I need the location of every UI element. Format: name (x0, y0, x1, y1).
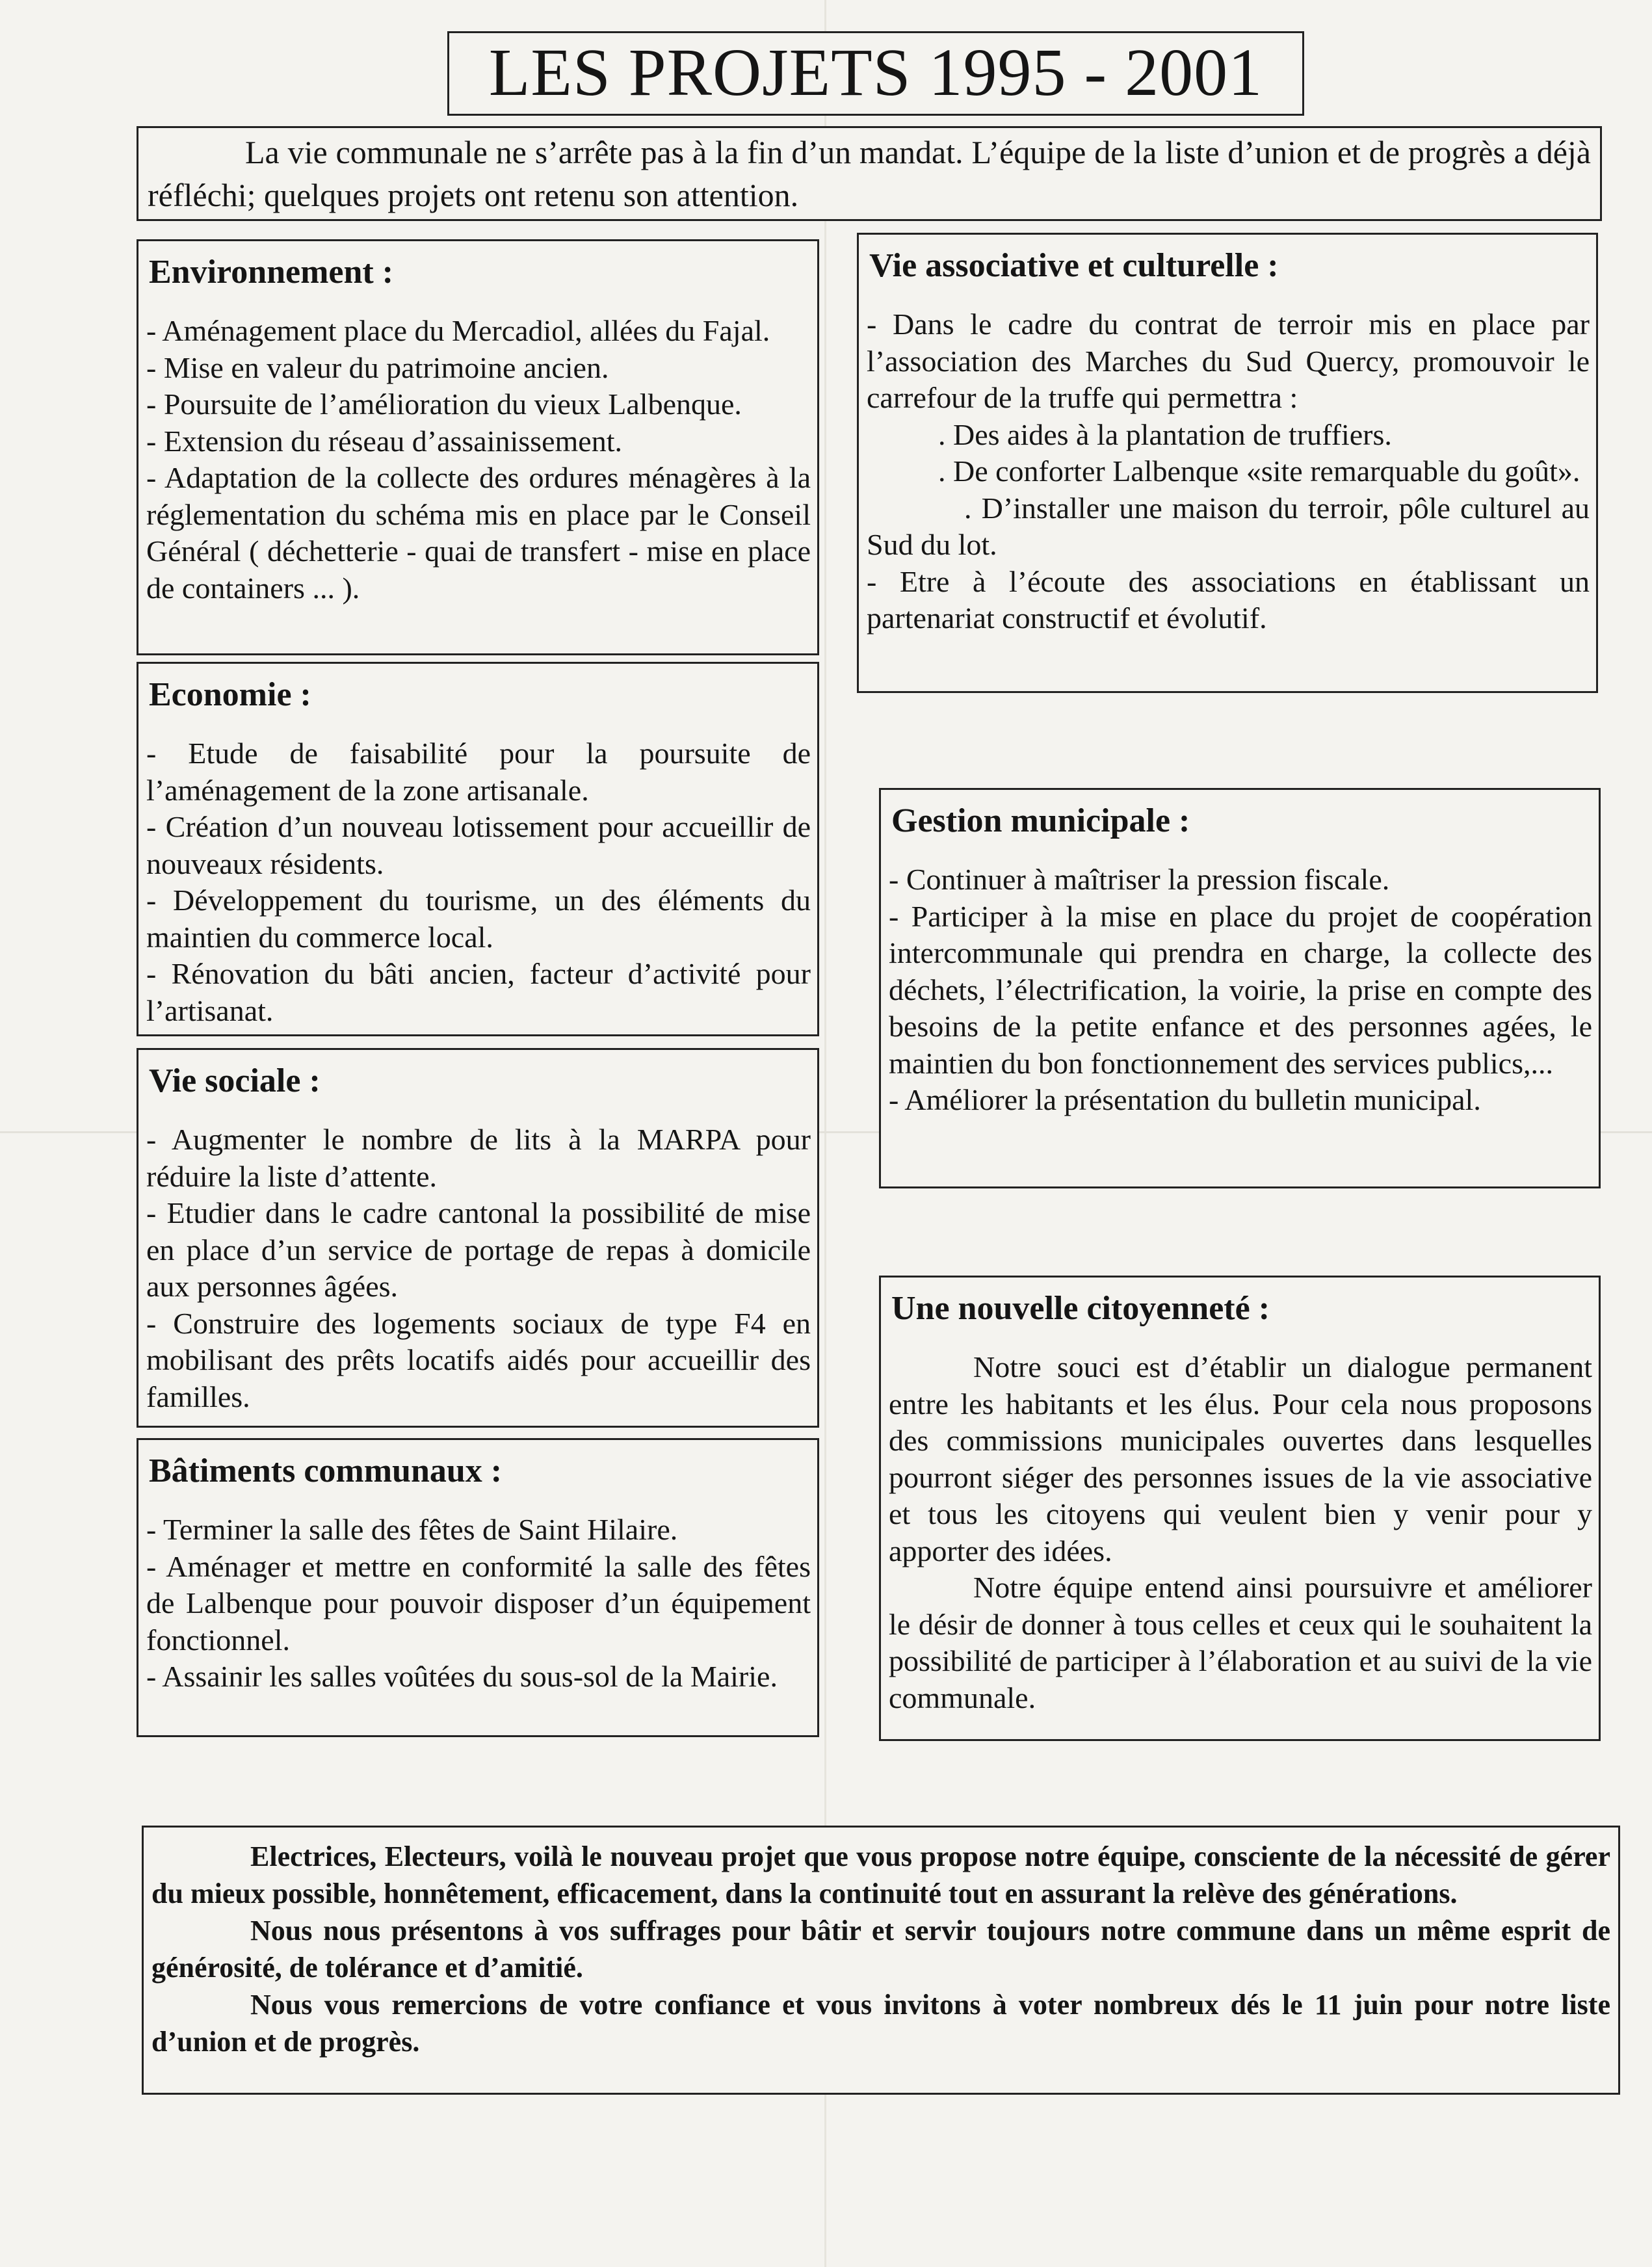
list-item: . D’installer une maison du terroir, pôle culturel au Sud du lot. (867, 491, 1590, 561)
intro-text: La vie communale ne s’arrête pas à la fin d’un mandat. L’équipe de la liste d’union et de progrès a déjà réfléchi; quelques projets ont retenu son attention. (148, 134, 1591, 213)
list-item: - Etude de faisabilité pour la poursuite de l’aménagement de la zone artisanale. (146, 737, 811, 807)
section-citoyennete (879, 1276, 1601, 1741)
paragraph: Electrices, Electeurs, voilà le nouveau projet que vous propose notre équipe, consciente de la nécessité de gérer du mieux possible, honnêtement, efficacement, dans la continuité tout en assurant la relève des générations. (151, 1841, 1610, 1909)
list-item: - Poursuite de l’amélioration du vieux Lalbenque. (146, 387, 742, 421)
list-item: - Continuer à maîtriser la pression fiscale. (889, 863, 1390, 896)
list-item: - Augmenter le nombre de lits à la MARPA pour réduire la liste d’attente. (146, 1123, 811, 1193)
section-heading: Bâtiments communaux : (149, 1452, 503, 1489)
section-heading: Une nouvelle citoyenneté : (891, 1290, 1270, 1327)
list-item: - Aménager et mettre en conformité la salle des fêtes de Lalbenque pour pouvoir disposer d’un équipement fonctionnel. (146, 1549, 811, 1657)
list-item: - Rénovation du bâti ancien, facteur d’activité pour l’artisanat. (146, 957, 811, 1027)
paragraph: Notre équipe entend ainsi poursuivre et améliorer le désir de donner à tous celles et ceux qui le souhaitent la possibilité de participer à l’élaboration et au suivi de la vie communale. (889, 1571, 1592, 1714)
list-item: - Participer à la mise en place du projet de coopération intercommunale qui prendra en charge, la collecte des déchets, l’électrification, la voirie, la prise en compte des besoins de la petite enfance et des personnes agées, le maintien du bon fonctionnement des services publics,... (889, 899, 1592, 1080)
list-item: - Etudier dans le cadre cantonal la possibilité de mise en place d’un service de portage de repas à domicile aux personnes âgées. (146, 1196, 811, 1303)
section-environnement (137, 239, 819, 655)
section-batiments-communaux (137, 1438, 819, 1737)
section-vie-associative (857, 233, 1598, 693)
list-item: - Adaptation de la collecte des ordures ménagères à la réglementation du schéma mis en place par le Conseil Général ( déchetterie - quai de transfert - mise en place de containers ... ). (146, 461, 811, 605)
list-item: - Dans le cadre du contrat de terroir mis en place par l’association des Marches du Sud Quercy, promouvoir le carrefour de la truffe qui permettra : (867, 308, 1590, 414)
list-item: - Construire des logements sociaux de type F4 en mobilisant des prêts locatifs aidés pour accueillir des familles. (146, 1306, 811, 1413)
closing-statement (142, 1826, 1620, 2095)
list-item: - Assainir les salles voûtées du sous-sol de la Mairie. (146, 1660, 778, 1693)
page-title: LES PROJETS 1995 - 2001 (447, 31, 1304, 116)
section-gestion-municipale (879, 788, 1601, 1188)
paragraph: Nous vous remercions de votre confiance et vous invitons à voter nombreux dés le 11 juin pour notre liste d’union et de progrès. (151, 1989, 1610, 2058)
intro-box (137, 126, 1602, 221)
section-heading: Gestion municipale : (891, 802, 1190, 839)
list-item: - Extension du réseau d’assainissement. (146, 424, 622, 458)
section-economie (137, 662, 819, 1036)
paragraph: Notre souci est d’établir un dialogue permanent entre les habitants et les élus. Pour cela nous proposons des commissions municipales ouvertes dans lesquelles pourront siéger des personnes issues de la vie associative et tous les citoyens qui veulent bien y venir pour y apporter des idées. (889, 1350, 1592, 1567)
list-item: . De conforter Lalbenque «site remarquable du goût». (938, 454, 1580, 488)
list-item: - Développement du tourisme, un des éléments du maintien du commerce local. (146, 884, 811, 954)
section-heading: Economie : (149, 676, 311, 713)
list-item: - Aménagement place du Mercadiol, allées du Fajal. (146, 314, 770, 347)
list-item: - Améliorer la présentation du bulletin municipal. (889, 1083, 1481, 1116)
list-item: - Terminer la salle des fêtes de Saint Hilaire. (146, 1513, 678, 1546)
section-heading: Environnement : (149, 254, 394, 291)
list-item: - Etre à l’écoute des associations en établissant un partenariat constructif et évolutif. (867, 564, 1590, 635)
section-heading: Vie associative et culturelle : (869, 247, 1279, 284)
paragraph: Nous nous présentons à vos suffrages pour bâtir et servir toujours notre commune dans un même esprit de générosité, de tolérance et d’amitié. (151, 1915, 1610, 1984)
section-vie-sociale (137, 1048, 819, 1428)
section-heading: Vie sociale : (149, 1062, 321, 1099)
list-item: . Des aides à la plantation de truffiers. (938, 417, 1392, 451)
list-item: - Création d’un nouveau lotissement pour accueillir de nouveaux résidents. (146, 810, 811, 880)
list-item: - Mise en valeur du patrimoine ancien. (146, 350, 609, 384)
